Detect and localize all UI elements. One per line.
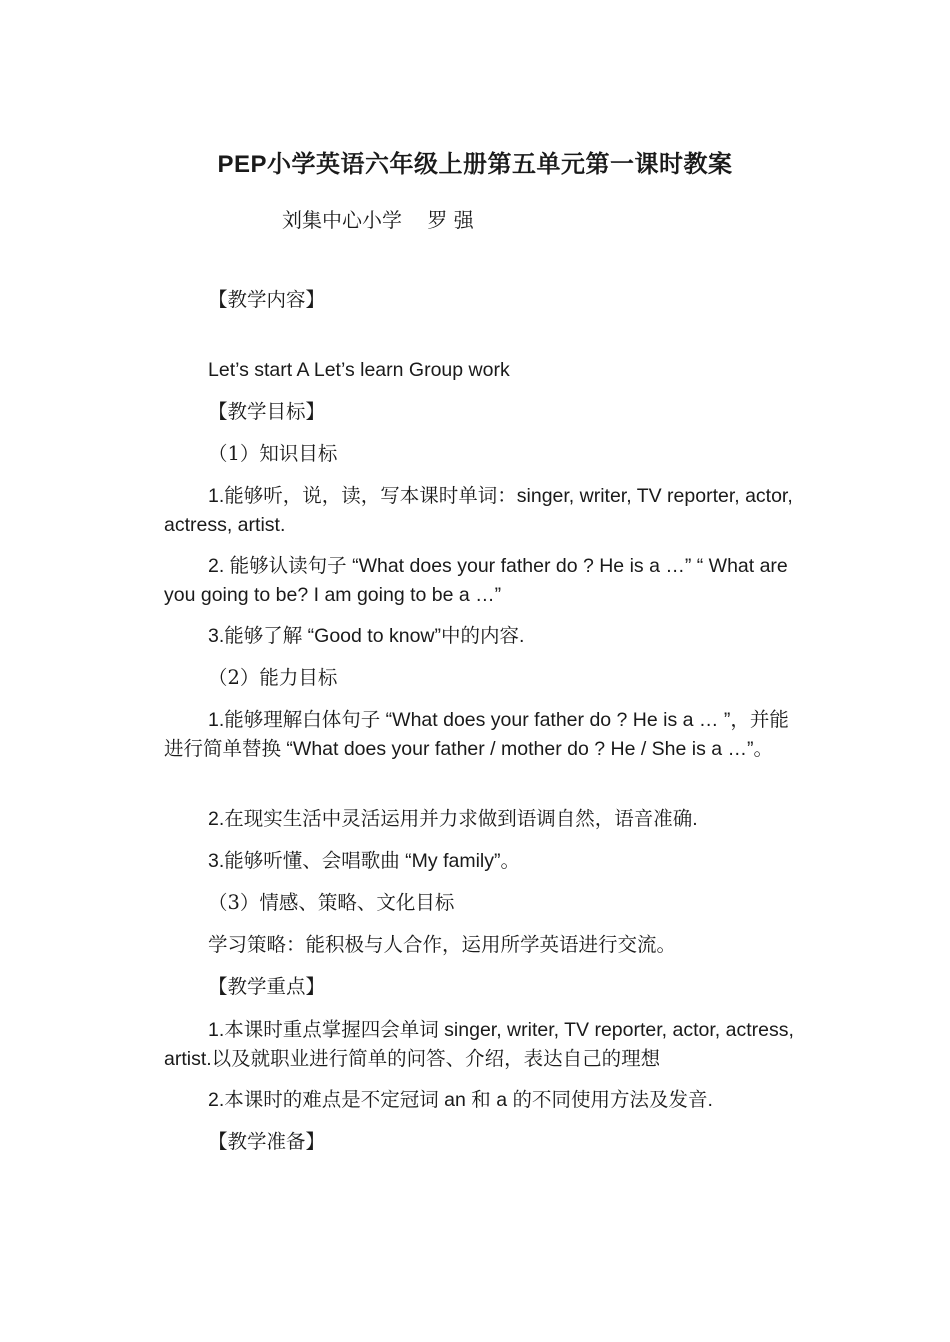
section-heading-preparation: 【教学准备】	[208, 1130, 326, 1153]
subheading-emotion: （3）情感、策略、文化目标	[208, 891, 455, 914]
paragraph-key-point-2: 2.本课时的难点是不定冠词 an 和 a 的不同使用方法及发音.	[208, 1089, 713, 1111]
paragraph-ability-3: 3.能够听懂、会唱歌曲 “My family”。	[208, 850, 521, 872]
paragraph-lesson-parts: Let’s start A Let’s learn Group work	[208, 359, 510, 381]
paragraph-knowledge-2: 2. 能够认读句子 “What does your father do ? He is a …” “ What are you going to be? I am going to be a …”	[164, 555, 788, 606]
author-line: 刘集中心小学 罗 强	[282, 208, 474, 232]
paragraph-strategy: 学习策略：能积极与人合作，运用所学英语进行交流。	[208, 933, 677, 956]
document-title: PEP小学英语六年级上册第五单元第一课时教案	[217, 151, 733, 178]
section-heading-goals: 【教学目标】	[208, 400, 326, 423]
subheading-knowledge: （1）知识目标	[208, 442, 338, 465]
paragraph-key-point-1: 1.本课时重点掌握四会单词 singer, writer, TV reporter, actor, actress, artist.以及就职业进行简单的问答、介绍，表达自己的理想	[164, 1019, 794, 1070]
paragraph-knowledge-3: 3.能够了解 “Good to know”中的内容.	[208, 625, 525, 647]
paragraph-ability-1: 1.能够理解白体句子 “What does your father do ? He is a … ”，并能进行简单替换 “What does your father / mother do ? He / She is a …”。	[164, 709, 789, 760]
subheading-ability: （2）能力目标	[208, 666, 338, 689]
section-heading-content: 【教学内容】	[208, 288, 326, 311]
paragraph-ability-2: 2.在现实生活中灵活运用并力求做到语调自然，语音准确.	[208, 808, 698, 830]
section-heading-key-points: 【教学重点】	[208, 975, 326, 998]
paragraph-knowledge-1: 1.能够听，说，读，写本课时单词：singer, writer, TV reporter, actor, actress, artist.	[164, 485, 793, 536]
